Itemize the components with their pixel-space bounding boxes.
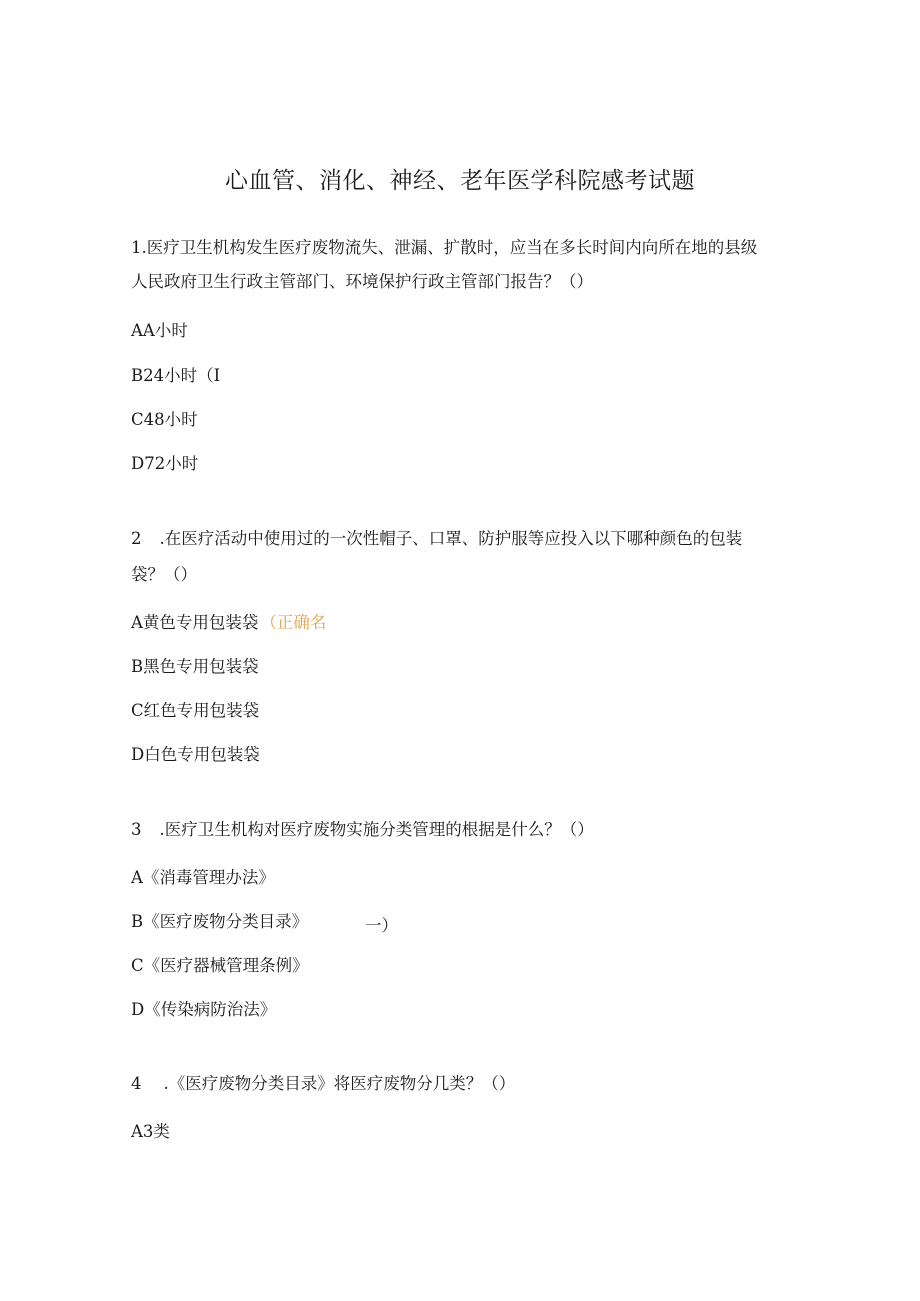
question-3-option-c: C《医疗器械管理条例》 [131, 956, 309, 975]
question-3-line-1 [131, 820, 594, 840]
page-title: 心血管、消化、神经、老年医学科院感考试题 [225, 168, 695, 194]
question-2-line-2: 袋？（） [131, 565, 197, 584]
question-2-option-a-text: A黄色专用包装袋 [131, 613, 259, 632]
question-3-option-a: A《消毒管理办法》 [131, 868, 275, 887]
question-3-margin-mark: 一） [365, 916, 398, 935]
question-2-option-b: B黑色专用包装袋 [131, 657, 259, 676]
question-1-option-b: B24小时（I [131, 366, 221, 385]
question-4-number: 4 [131, 1074, 142, 1093]
question-1-option-c: C48小时 [131, 410, 198, 429]
question-2-option-d: D白色专用包装袋 [131, 745, 260, 764]
question-2-text: .在医疗活动中使用过的一次性帽子、口罩、防护服等应投入以下哪种颜色的包装 [159, 529, 743, 548]
question-2-number: 2 [131, 529, 142, 548]
question-1-option-a: AA小时 [131, 321, 188, 340]
answer-hint: （正确名 [260, 613, 327, 632]
question-2-option-a [131, 613, 326, 633]
question-1-line-1: 1.医疗卫生机构发生医疗废物流失、泄漏、扩散时，应当在多长时间内向所在地的县级 [131, 238, 758, 257]
question-2-option-c: C红色专用包装袋 [131, 701, 260, 720]
question-2-line-1 [131, 529, 742, 549]
question-3-option-b: B《医疗废物分类目录》 [131, 912, 309, 931]
question-1-option-d: D72小时 [131, 454, 199, 473]
question-4-option-a: A3类 [131, 1122, 170, 1141]
question-3-number: 3 [131, 820, 142, 839]
question-3-text: .医疗卫生机构对医疗废物实施分类管理的根据是什么？（） [159, 820, 594, 839]
question-3-option-d: D《传染病防治法》 [131, 1000, 277, 1019]
question-4-text: .《医疗废物分类目录》将医疗废物分几类？（） [163, 1074, 516, 1093]
question-1-line-2: 人民政府卫生行政主管部门、环境保护行政主管部门报告？（） [131, 272, 593, 291]
question-4-line-1 [131, 1074, 515, 1094]
